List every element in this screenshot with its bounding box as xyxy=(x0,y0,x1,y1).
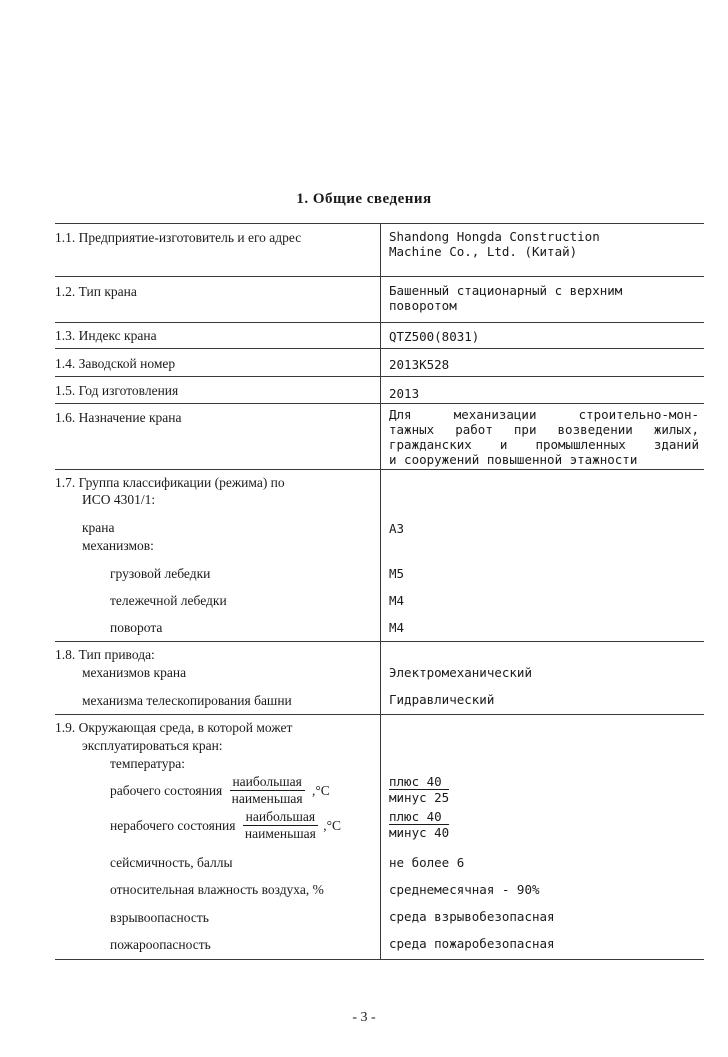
working-state-row xyxy=(110,774,330,807)
nonworking-state-row xyxy=(110,809,341,842)
row-1-9-label-line2: эксплуатироваться кран: xyxy=(82,738,223,753)
working-state-fraction xyxy=(230,774,305,807)
row-1-6-value-line1: Для механизации строительно-мон- xyxy=(389,407,699,422)
explosion-hazard-label: взрывоопасность xyxy=(110,910,209,925)
row-1-4-value: 2013K528 xyxy=(389,357,450,372)
working-min-value: минус 25 xyxy=(389,790,450,805)
seismic-value: не более 6 xyxy=(389,855,465,870)
explosion-hazard-value: среда взрывобезопасная xyxy=(389,909,555,924)
working-max-value: плюс 40 xyxy=(389,774,449,790)
fraction-max: наибольшая xyxy=(230,774,305,791)
row-1-6-value-line2: тажных работ при возведении жилых, xyxy=(389,422,699,437)
hoist-winch-label: грузовой лебедки xyxy=(110,566,211,581)
row-1-1-value-line1: Shandong Hongda Construction xyxy=(389,229,600,244)
row-1-4-label: 1.4. Заводской номер xyxy=(55,356,176,371)
temperature-unit: ,°С xyxy=(323,818,341,833)
hoist-winch-value: M5 xyxy=(389,566,405,581)
row-1-3-label: 1.3. Индекс крана xyxy=(55,328,157,343)
crane-class-value: A3 xyxy=(389,521,405,536)
temperature-label: температура: xyxy=(110,756,186,771)
humidity-label: относительная влажность воздуха, % xyxy=(110,882,324,897)
humidity-value: среднемесячная - 90% xyxy=(389,882,540,897)
slewing-label: поворота xyxy=(110,620,163,635)
seismic-label: сейсмичность, баллы xyxy=(110,855,233,870)
row-1-1-label: 1.1. Предприятие-изготовитель и его адрес xyxy=(55,230,302,245)
working-state-label: рабочего состояния xyxy=(110,783,223,798)
row-1-6-value-line4: и сооружений повышенной этажности xyxy=(389,452,638,467)
column-divider xyxy=(380,223,381,960)
row-1-2-label: 1.2. Тип крана xyxy=(55,284,137,299)
row-1-2-value-line2: поворотом xyxy=(389,298,457,313)
fire-hazard-value: среда пожаробезопасная xyxy=(389,936,555,951)
nonworking-state-label: нерабочего состояния xyxy=(110,818,236,833)
fraction-min: наименьшая xyxy=(231,791,303,806)
nonworking-state-value xyxy=(389,809,449,840)
temperature-unit: ,°С xyxy=(312,783,330,798)
row-1-5-value: 2013 xyxy=(389,386,420,401)
row-1-5-label: 1.5. Год изготовления xyxy=(55,383,179,398)
row-1-2-value-line1: Башенный стационарный с верхним xyxy=(389,283,623,298)
telescoping-drive-value: Гидравлический xyxy=(389,692,495,707)
row-1-8-label: 1.8. Тип привода: xyxy=(55,647,155,662)
nonworking-max-value: плюс 40 xyxy=(389,809,449,825)
nonworking-min-value: минус 40 xyxy=(389,825,450,840)
nonworking-state-fraction xyxy=(243,809,318,842)
trolley-winch-value: M4 xyxy=(389,593,405,608)
mechanisms-label: механизмов: xyxy=(82,538,154,553)
trolley-winch-label: тележечной лебедки xyxy=(110,593,227,608)
fraction-max: наибольшая xyxy=(243,809,318,826)
section-heading: 1. Общие сведения xyxy=(296,191,432,207)
row-1-1-value-line2: Machine Co., Ltd. (Китай) xyxy=(389,244,578,259)
working-state-value xyxy=(389,774,449,805)
row-1-6-value-line3: гражданских и промышленных зданий xyxy=(389,437,699,452)
telescoping-drive-label: механизма телескопирования башни xyxy=(82,693,292,708)
crane-drive-value: Электромеханический xyxy=(389,665,532,680)
row-1-7-label-line1: 1.7. Группа классификации (режима) по xyxy=(55,475,285,490)
page-number: - 3 - xyxy=(352,1010,376,1025)
row-1-7-label-line2: ИСО 4301/1: xyxy=(82,492,156,507)
fraction-min: наименьшая xyxy=(244,826,316,841)
crane-drive-label: механизмов крана xyxy=(82,665,187,680)
crane-class-label: крана xyxy=(82,520,115,535)
row-1-3-value: QTZ500(8031) xyxy=(389,329,480,344)
slewing-value: M4 xyxy=(389,620,405,635)
row-1-9-label-line1: 1.9. Окружающая среда, в которой может xyxy=(55,720,293,735)
fire-hazard-label: пожароопасность xyxy=(110,937,211,952)
row-1-6-label: 1.6. Назначение крана xyxy=(55,410,182,425)
